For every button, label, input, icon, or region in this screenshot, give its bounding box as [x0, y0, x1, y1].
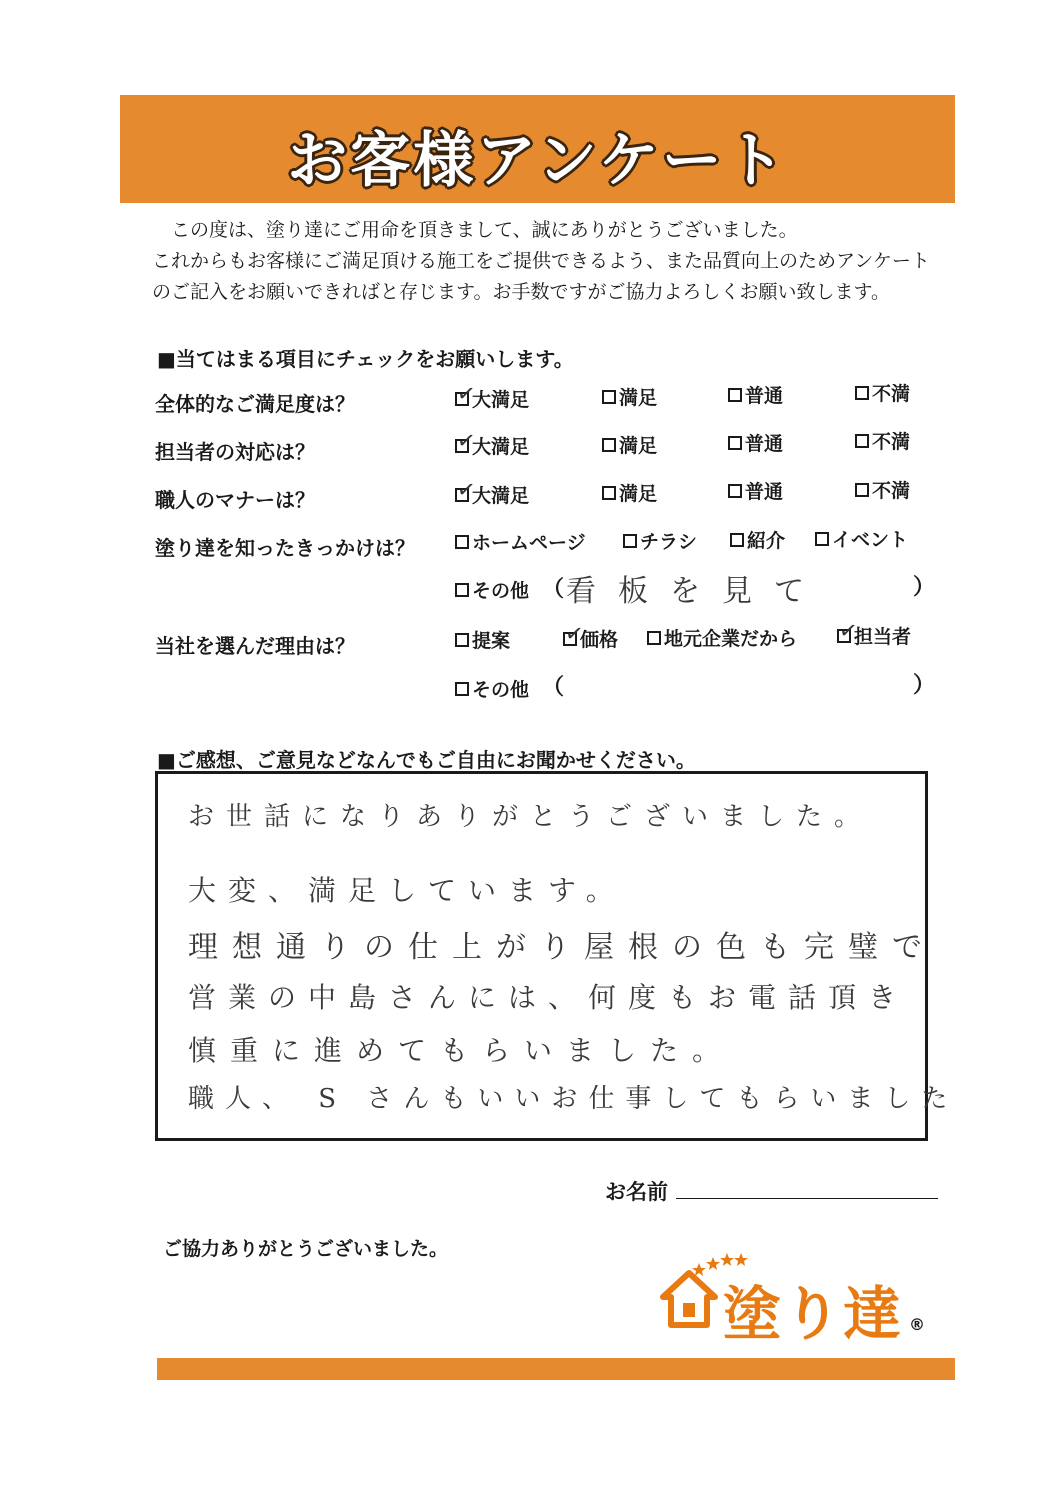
option-label: 不満	[872, 480, 911, 502]
check-mark-icon: ✓	[563, 620, 586, 648]
q3-label: 職人のマナーは？	[155, 488, 315, 512]
comment-line: 職人、 S さんもいいお仕事してもらいました	[188, 1084, 959, 1114]
option-label: その他	[472, 580, 530, 602]
page-title: お客様アンケート	[287, 126, 788, 196]
checkbox[interactable]	[455, 682, 469, 696]
checkbox[interactable]	[455, 476, 478, 504]
logo-text: 塗り達	[723, 1280, 904, 1348]
paren-open: （	[542, 577, 565, 602]
option-label: 普通	[745, 481, 784, 503]
check-mark-icon: ✓	[455, 427, 478, 455]
comment-line: 理想通りの仕上がり屋根の色も完璧で	[188, 930, 936, 965]
q1-option-satisfied[interactable]	[602, 383, 657, 410]
comments-box[interactable]	[155, 771, 959, 1141]
q2-option-normal[interactable]	[728, 429, 783, 456]
q4-option-other[interactable]	[455, 576, 529, 603]
checkbox[interactable]	[815, 532, 829, 546]
checkbox[interactable]	[455, 380, 478, 408]
intro-line: のご記入をお願いできればと存じます。お手数ですがご協力よろしくお願い致します。	[152, 281, 890, 303]
checkbox[interactable]	[455, 535, 469, 549]
checklist-heading: ■当てはまる項目にチェックをお願いします。	[157, 347, 574, 371]
option-label: 提案	[472, 630, 511, 652]
checkbox[interactable]	[602, 438, 616, 452]
option-label: チラシ	[640, 531, 698, 553]
q4-option-flyer[interactable]	[623, 527, 697, 554]
option-label: 普通	[745, 433, 784, 455]
option-label: 満足	[619, 435, 658, 457]
option-label: ホームページ	[472, 532, 586, 554]
checkbox[interactable]	[455, 633, 469, 647]
q1-label: 全体的なご満足度は？	[155, 392, 355, 416]
checkbox[interactable]	[855, 483, 869, 497]
comment-line: 大変、満足しています。	[188, 874, 626, 907]
checkbox[interactable]	[602, 390, 616, 404]
option-label: イベント	[832, 529, 909, 551]
check-mark-icon: ✓	[455, 380, 478, 408]
q1-option-very-satisfied[interactable]	[455, 380, 530, 412]
option-label: 大満足	[472, 436, 530, 458]
option-label: 地元企業だから	[664, 628, 798, 650]
checkbox[interactable]	[855, 386, 869, 400]
intro-line: この度は、塗り達にご用命を頂きまして、誠にありがとうございました。	[171, 219, 798, 241]
registered-mark: ®	[909, 1315, 925, 1334]
option-label: 普通	[745, 385, 784, 407]
q5-option-price[interactable]	[563, 620, 619, 652]
q3-option-very-satisfied[interactable]	[455, 476, 530, 508]
brand-logo	[655, 1245, 945, 1348]
option-label: 大満足	[472, 485, 530, 507]
comment-line: 慎重に進めてもらいました。	[188, 1034, 735, 1067]
q1-option-dissatisfied[interactable]	[855, 379, 910, 406]
q3-option-satisfied[interactable]	[602, 479, 657, 506]
check-mark-icon: ✓	[837, 617, 860, 645]
option-label: 不満	[872, 431, 911, 453]
paren-close: ）	[913, 575, 936, 600]
option-label: 担当者	[854, 626, 912, 648]
comment-line: 営業の中島さんには、何度もお電話頂き	[188, 981, 909, 1014]
checkbox[interactable]	[455, 583, 469, 597]
comments-heading: ■ご感想、ご意見などなんでもご自由にお聞かせください。	[157, 748, 696, 772]
name-label: お名前	[605, 1180, 668, 1204]
q5-option-proposal[interactable]	[455, 626, 510, 653]
q5-option-other[interactable]	[455, 675, 529, 702]
q1-option-normal[interactable]	[728, 381, 783, 408]
checkbox[interactable]	[728, 484, 742, 498]
title-banner	[120, 95, 955, 203]
check-mark-icon: ✓	[455, 476, 478, 504]
q3-option-normal[interactable]	[728, 477, 783, 504]
option-label: 不満	[872, 383, 911, 405]
q4-option-referral[interactable]	[730, 526, 785, 553]
option-label: 大満足	[472, 389, 530, 411]
option-label: 満足	[619, 387, 658, 409]
checkbox[interactable]	[602, 486, 616, 500]
q4-label: 塗り達を知ったきっかけは？	[155, 536, 415, 560]
q5-label: 当社を選んだ理由は？	[155, 634, 355, 658]
footer-bar	[157, 1358, 955, 1380]
q5-option-staff[interactable]	[837, 617, 912, 649]
option-label: 紹介	[747, 530, 786, 552]
q2-option-satisfied[interactable]	[602, 431, 657, 458]
checkbox[interactable]	[728, 388, 742, 402]
option-label: 価格	[580, 629, 619, 651]
checkbox[interactable]	[855, 434, 869, 448]
checkbox[interactable]	[623, 534, 637, 548]
paren-open: （	[542, 675, 565, 700]
paren-close: ）	[913, 673, 936, 698]
q2-option-very-satisfied[interactable]	[455, 427, 530, 459]
q4-other-text[interactable]: 看板を見て	[566, 574, 826, 609]
thanks-text: ご協力ありがとうございました。	[163, 1238, 449, 1260]
checkbox[interactable]	[455, 427, 478, 455]
intro-text	[152, 215, 932, 308]
q2-option-dissatisfied[interactable]	[855, 427, 910, 454]
checkbox[interactable]	[647, 631, 661, 645]
q2-label: 担当者の対応は？	[155, 440, 315, 464]
intro-line: これからもお客様にご満足頂ける施工をご提供できるよう、また品質向上のためアンケート	[152, 250, 930, 272]
comment-line: お世話になりありがとうございました。	[188, 802, 873, 832]
checkbox[interactable]	[730, 533, 744, 547]
name-field[interactable]	[676, 1198, 938, 1199]
q3-option-dissatisfied[interactable]	[855, 476, 910, 503]
checkbox[interactable]	[563, 620, 586, 648]
option-label: その他	[472, 679, 530, 701]
q5-option-local-company[interactable]	[647, 624, 797, 651]
checkbox[interactable]	[837, 617, 860, 645]
option-label: 満足	[619, 483, 658, 505]
q4-option-event[interactable]	[815, 525, 908, 552]
checkbox[interactable]	[728, 436, 742, 450]
q4-option-homepage[interactable]	[455, 528, 586, 555]
